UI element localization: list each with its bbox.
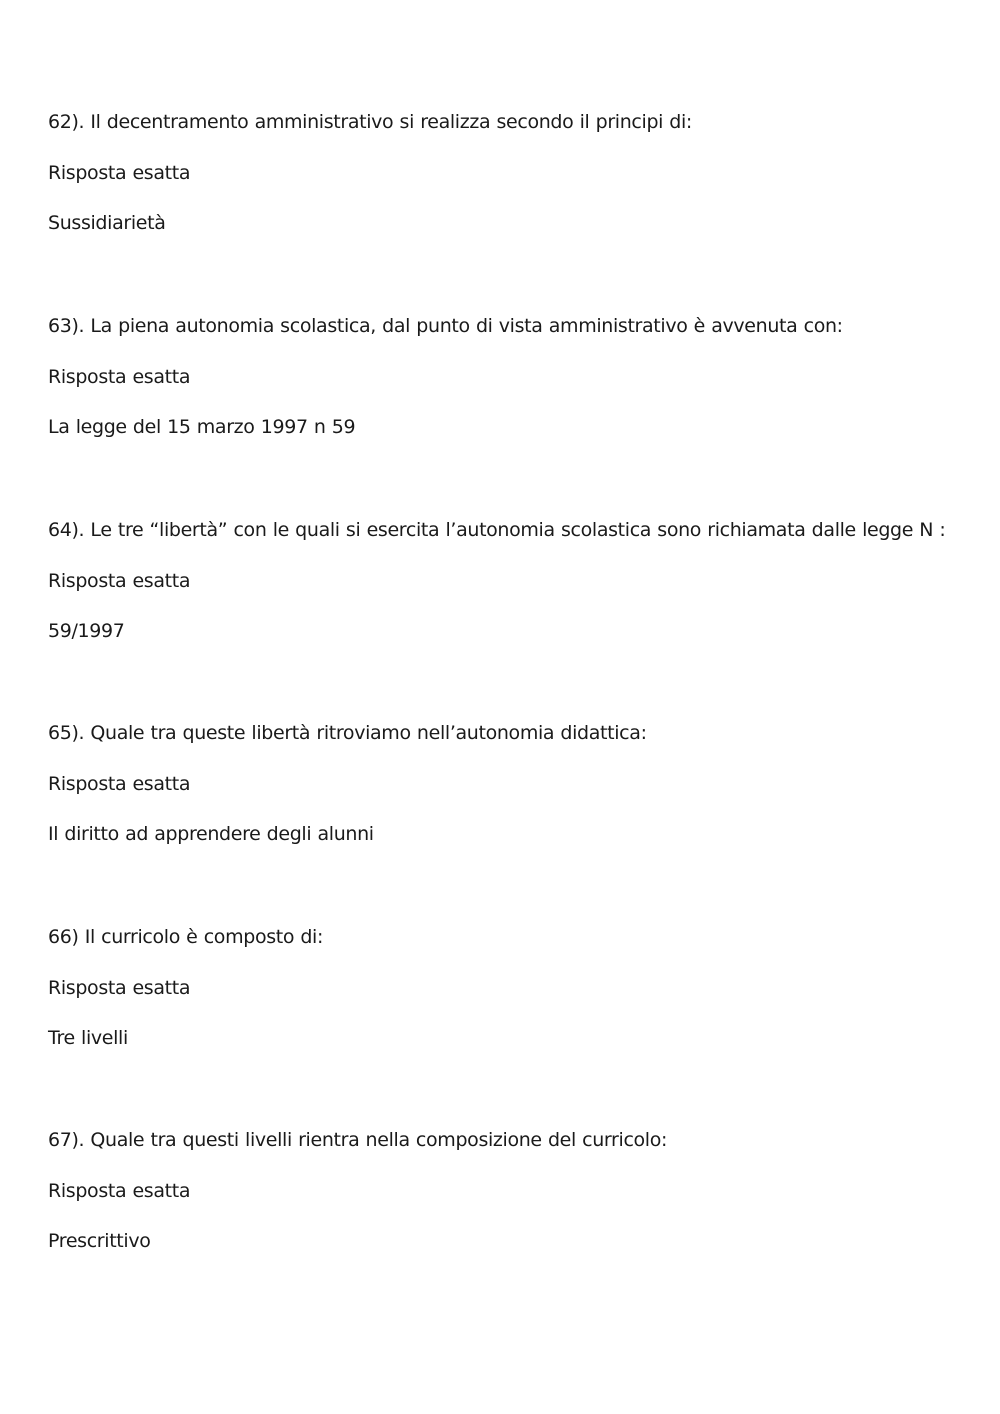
question-text: 67). Quale tra questi livelli rientra nella composizione del curricolo: <box>48 1129 668 1151</box>
answer-text: Tre livelli <box>48 1027 128 1049</box>
question-text: 64). Le tre “libertà” con le quali si esercita l’autonomia scolastica sono richiamata dalle legge N : <box>48 519 946 541</box>
question-text: 65). Quale tra queste libertà ritroviamo nell’autonomia didattica: <box>48 722 647 744</box>
answer-text: Il diritto ad apprendere degli alunni <box>48 823 374 845</box>
answer-label: Risposta esatta <box>48 1180 191 1202</box>
answer-label: Risposta esatta <box>48 366 191 388</box>
question-text: 66) Il curricolo è composto di: <box>48 926 324 948</box>
answer-text: Sussidiarietà <box>48 212 166 234</box>
question-text: 62). Il decentramento amministrativo si realizza secondo il principi di: <box>48 111 692 133</box>
question-text: 63). La piena autonomia scolastica, dal punto di vista amministrativo è avvenuta con: <box>48 315 843 337</box>
answer-label: Risposta esatta <box>48 773 191 795</box>
answer-label: Risposta esatta <box>48 570 191 592</box>
answer-label: Risposta esatta <box>48 977 191 999</box>
answer-text: 59/1997 <box>48 620 125 642</box>
answer-text: Prescrittivo <box>48 1230 151 1252</box>
answer-text: La legge del 15 marzo 1997 n 59 <box>48 416 356 438</box>
answer-label: Risposta esatta <box>48 162 191 184</box>
